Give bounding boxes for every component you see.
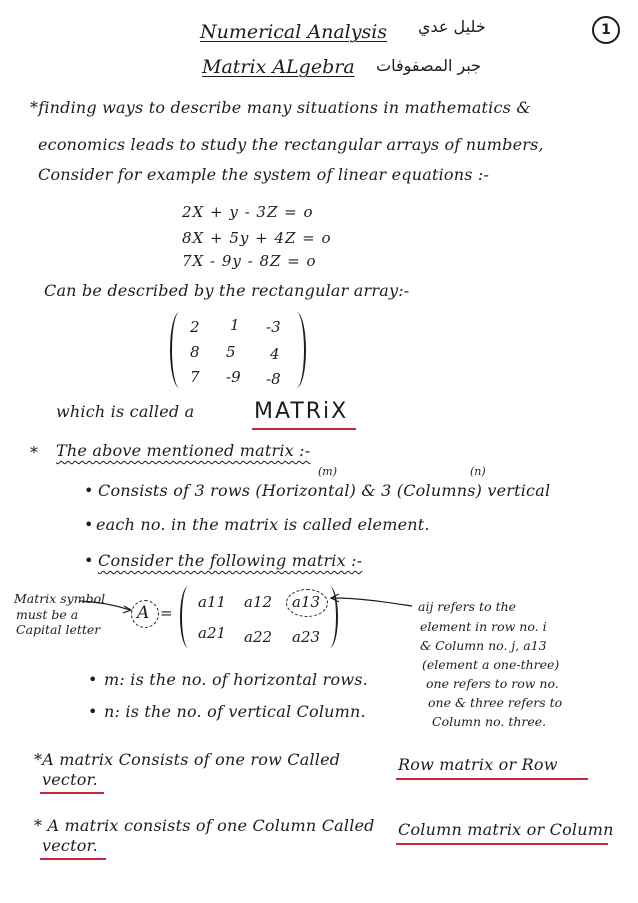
star-bullet: *: [30, 443, 39, 462]
row-vector-underline-2: [40, 792, 104, 794]
intro-line-1: *finding ways to describe many situations in mathematics &: [30, 98, 531, 117]
aij-note-6: one & three refers to: [428, 695, 563, 710]
matrix-A-cell: a13: [292, 593, 321, 611]
matrix-A-cell: a12: [244, 593, 273, 611]
symbol-note-1: Matrix symbol: [14, 591, 106, 606]
def-m: m: is the no. of horizontal rows.: [104, 670, 368, 689]
equation-2: 8X + 5y + 4Z = o: [182, 229, 332, 247]
arabic-author-name: خليل عدي: [418, 17, 486, 36]
which-called-text: which is called a: [56, 402, 195, 421]
aij-note-3: & Column no. j, a13: [420, 638, 547, 653]
row-vector-text: *A matrix Consists of one row Called: [34, 750, 341, 769]
row-vector-term2: vector.: [42, 770, 98, 789]
page-number-badge: 1: [592, 16, 620, 44]
equation-1: 2X + y - 3Z = o: [182, 203, 314, 221]
matrix-cell: -9: [226, 368, 241, 386]
matrix-A-name: A: [137, 603, 150, 623]
matrix-cell: -8: [266, 370, 281, 388]
aij-note-4: (element a one-three): [422, 657, 560, 672]
matrix-A-cell: a11: [198, 593, 227, 611]
column-vector-underline: [396, 843, 608, 845]
matrix-A-equals: =: [160, 604, 173, 622]
bullet-dot: •: [88, 702, 98, 721]
arabic-subtitle: جبر المصفوفات: [376, 56, 482, 75]
column-vector-term: Column matrix or Column: [398, 820, 614, 839]
matrix-cell: 8: [190, 343, 200, 361]
title-numerical-analysis: Numerical Analysis: [200, 21, 388, 43]
bullet-element: each no. in the matrix is called element.: [96, 515, 430, 534]
bullet-consists: Consists of 3 rows (Horizontal) & 3 (Columns) vertical: [98, 481, 551, 500]
matrix-cell: 2: [190, 318, 200, 336]
above-heading: The above mentioned matrix :-: [56, 441, 311, 460]
matrix-A-cell: a22: [244, 628, 273, 646]
matrix-cell: 4: [270, 345, 280, 363]
column-vector-underline-2: [40, 858, 106, 860]
matrix-A-cell: a23: [292, 628, 321, 646]
intro-line-2: economics leads to study the rectangular arrays of numbers,: [38, 135, 544, 154]
symbol-arrow: [80, 601, 130, 610]
column-vector-text: * A matrix consists of one Column Called: [34, 816, 375, 835]
label-n: (n): [470, 465, 486, 478]
matrix-word: MATRiX: [254, 399, 349, 424]
aij-arrow: [332, 598, 412, 606]
title-matrix-algebra: Matrix ALgebra: [202, 56, 355, 78]
intro-line-3: Consider for example the system of linear equations :-: [38, 165, 490, 184]
matrix-cell: 7: [190, 368, 200, 386]
bullet-dot: •: [84, 551, 94, 570]
row-vector-term: Row matrix or Row: [398, 755, 558, 774]
described-line: Can be described by the rectangular array:-: [44, 281, 410, 300]
symbol-note-3: Capital letter: [16, 622, 101, 637]
bullet-dot: •: [84, 481, 94, 500]
aij-note-2: element in row no. i: [420, 619, 547, 634]
bullet-dot: •: [88, 670, 98, 689]
aij-note-5: one refers to row no.: [426, 676, 559, 691]
aij-note-1: aij refers to the: [418, 599, 517, 614]
column-vector-term2: vector.: [42, 836, 98, 855]
matrix-cell: -3: [266, 318, 281, 336]
equation-3: 7X - 9y - 8Z = o: [182, 252, 317, 270]
bullet-dot: •: [84, 515, 94, 534]
aij-note-7: Column no. three.: [432, 714, 547, 729]
def-n: n: is the no. of vertical Column.: [104, 702, 366, 721]
bullet-consider: Consider the following matrix :-: [98, 551, 363, 570]
row-vector-underline: [396, 778, 588, 780]
label-m: (m): [318, 465, 338, 478]
symbol-note-2: must be a: [16, 607, 79, 622]
matrix-A-cell: a21: [198, 624, 227, 642]
matrix-cell: 5: [226, 343, 236, 361]
matrix-cell: 1: [230, 316, 240, 334]
